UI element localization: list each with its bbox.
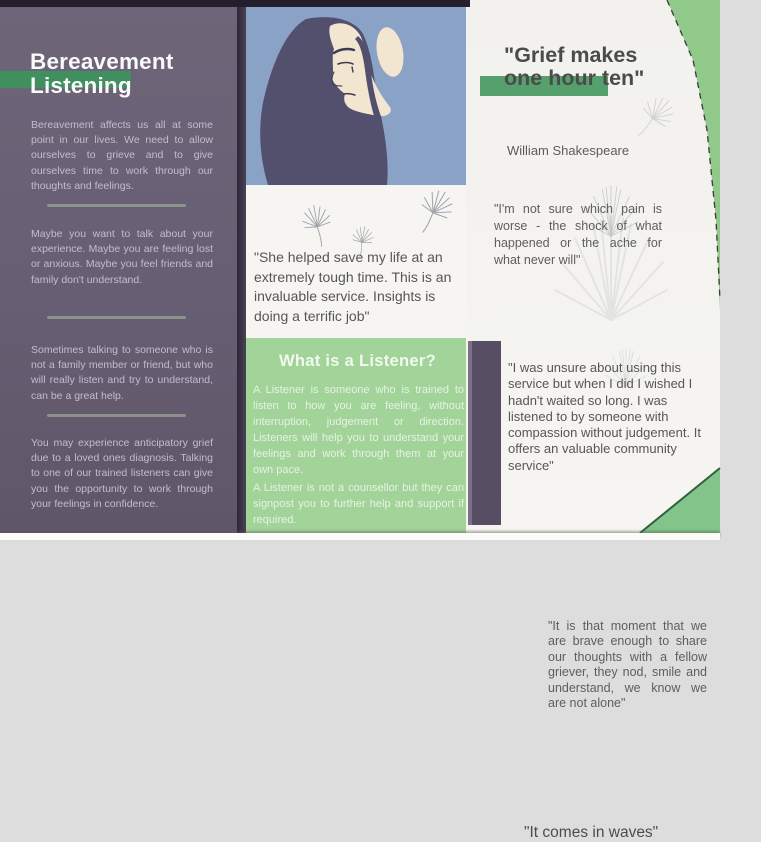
photo-bottom-edge — [0, 533, 720, 540]
brochure-title-line1: Bereavement — [30, 49, 174, 74]
listener-paragraph: A Listener is someone who is trained to listen to how you are feeling, without interruption, judgement or direction. Listeners will help you to understand your feelings and work through them at your own pace. — [253, 384, 464, 476]
waves-quote: "It comes in waves" — [524, 823, 659, 841]
dandelion-seed-icon — [628, 92, 680, 142]
listener-heading: What is a Listener? — [279, 352, 436, 370]
testimonial-quote: "She helped save my life at an extremely tough time. This is an invaluable service. Insights is doing a terrific job" — [254, 249, 452, 324]
divider — [47, 316, 186, 319]
grief-quote: "I'm not sure which pain is worse - the shock of what happened or the ache for what never will" — [494, 202, 662, 267]
right-panel — [466, 0, 720, 841]
quote-title-line2: one hour ten" — [504, 66, 645, 90]
divider — [47, 204, 186, 207]
purple-fold-strip — [468, 341, 501, 525]
brochure-title — [30, 50, 230, 97]
quote-title-line1: "Grief makes — [504, 43, 638, 67]
what-is-a-listener-section — [246, 338, 469, 533]
dandelion-seed-icon — [298, 202, 336, 248]
talk-paragraph: Maybe you want to talk about your experience. Maybe you are feeling lost or anxious. Maybe you feel friends and family don't understand. — [31, 228, 213, 286]
left-panel — [0, 6, 237, 533]
fold-gap — [237, 0, 246, 533]
middle-panel — [246, 6, 469, 533]
shakespeare-quote-title — [504, 44, 714, 90]
anticipatory-paragraph: You may experience anticipatory grief due to a loved ones diagnosis. Talking to one of our trained listeners can give you the opportunity to work through your feelings in confidence. — [31, 437, 213, 510]
service-testimonial-quote: "I was unsure about using this service but when I did I wished I hadn't waited so long. I was listened to by someone with compassion without judgement. It offers an valuable community service" — [508, 360, 701, 473]
quote-attribution: William Shakespeare — [507, 143, 630, 158]
divider — [47, 414, 186, 417]
woman-profile-illustration — [246, 6, 468, 185]
photo-top-edge — [0, 0, 470, 7]
listener-paragraph: A Listener is not a counsellor but they can signpost you to further help and support if required. — [253, 482, 464, 526]
dandelion-seed-icon — [412, 186, 456, 236]
fellow-griever-quote: "It is that moment that we are brave enough to share our thoughts with a fellow griever, they nod, smile and understand, we know we are not alone" — [548, 619, 707, 711]
intro-paragraph: Bereavement affects us all at some point in our lives. We need to allow ourselves to grieve and to give ourselves time to work through our thoughts and feelings. — [31, 119, 213, 192]
someone-paragraph: Sometimes talking to someone who is not a family member or friend, but who will really listen and try to understand, can be a great help. — [31, 344, 213, 402]
brochure-title-line2: Listening — [30, 72, 132, 98]
